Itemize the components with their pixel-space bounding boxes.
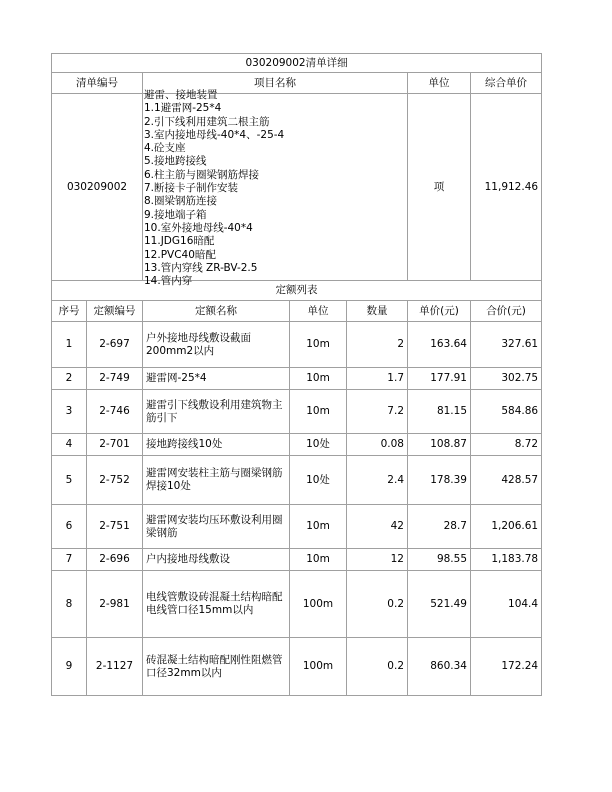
item-description-line: 13.管内穿线 ZR-BV-2.5	[144, 261, 258, 274]
row-seq: 1	[52, 322, 87, 368]
table-row	[52, 638, 542, 696]
table-row	[52, 322, 542, 368]
row-quota-name: 电线管敷设砖混凝土结构暗配电线管口径15mm以内	[143, 571, 290, 638]
header-quota-name: 定额名称	[143, 301, 290, 322]
row-unit: 10m	[290, 505, 347, 549]
row-unit-price: 860.34	[408, 638, 471, 696]
row-seq: 7	[52, 549, 87, 571]
item-description-line: 避雷、接地装置	[144, 89, 218, 101]
header-total: 合价(元)	[471, 301, 542, 322]
bill-detail-table	[51, 53, 542, 696]
bill-code: 030209002	[52, 94, 143, 281]
row-qty: 2.4	[347, 456, 408, 505]
item-description-line: 7.断接卡子制作安装	[144, 182, 239, 195]
row-qty: 0.2	[347, 571, 408, 638]
row-quota-name: 户内接地母线敷设	[143, 549, 290, 571]
row-unit: 10m	[290, 549, 347, 571]
row-quota-code: 2-701	[87, 434, 143, 456]
row-quota-code: 2-696	[87, 549, 143, 571]
item-description-line: 10.室外接地母线-40*4	[144, 221, 253, 234]
bill-unit: 项	[408, 94, 471, 281]
item-description-line: 4.砼支座	[144, 142, 186, 155]
row-unit-price: 177.91	[408, 368, 471, 390]
header-composite-price: 综合单价	[471, 73, 542, 94]
row-seq: 3	[52, 390, 87, 434]
row-unit-price: 163.64	[408, 322, 471, 368]
header-unit-price: 单价(元)	[408, 301, 471, 322]
row-seq: 4	[52, 434, 87, 456]
header-seq: 序号	[52, 301, 87, 322]
row-unit: 10m	[290, 390, 347, 434]
row-unit: 10处	[290, 456, 347, 505]
row-qty: 7.2	[347, 390, 408, 434]
item-description-line: 11.JDG16暗配	[144, 235, 215, 248]
row-quota-code: 2-751	[87, 505, 143, 549]
row-seq: 2	[52, 368, 87, 390]
row-unit-price: 98.55	[408, 549, 471, 571]
item-description-line: 9.接地端子箱	[144, 208, 207, 221]
row-seq: 5	[52, 456, 87, 505]
item-description-line: 14.管内穿	[144, 275, 193, 288]
row-qty: 12	[347, 549, 408, 571]
row-qty: 42	[347, 505, 408, 549]
row-quota-name: 砖混凝土结构暗配刚性阻燃管口径32mm以内	[143, 638, 290, 696]
bill-composite-price: 11,912.46	[471, 94, 542, 281]
table-row	[52, 390, 542, 434]
row-total: 327.61	[471, 322, 542, 368]
row-total: 1,206.61	[471, 505, 542, 549]
row-quota-code: 2-1127	[87, 638, 143, 696]
row-quota-code: 2-746	[87, 390, 143, 434]
table-row	[52, 434, 542, 456]
item-description-line: 1.1避雷网-25*4	[144, 102, 222, 115]
table-row	[52, 456, 542, 505]
item-description-line: 3.室内接地母线-40*4、-25-4	[144, 128, 285, 141]
bill-title: 030209002清单详细	[52, 54, 542, 73]
row-total: 104.4	[471, 571, 542, 638]
row-total: 302.75	[471, 368, 542, 390]
header-bill-code: 清单编号	[52, 73, 143, 94]
row-quota-code: 2-752	[87, 456, 143, 505]
row-qty: 1.7	[347, 368, 408, 390]
row-quota-name: 避雷引下线敷设利用建筑物主筋引下	[143, 390, 290, 434]
table-row	[52, 368, 542, 390]
item-description-line: 12.PVC40暗配	[144, 248, 216, 261]
row-unit: 10处	[290, 434, 347, 456]
quota-section-title: 定额列表	[52, 281, 542, 301]
row-quota-name: 避雷网安装均压环敷设利用圈梁钢筋	[143, 505, 290, 549]
header-qty: 数量	[347, 301, 408, 322]
header-unit: 单位	[408, 73, 471, 94]
row-quota-code: 2-697	[87, 322, 143, 368]
row-unit: 100m	[290, 571, 347, 638]
row-total: 1,183.78	[471, 549, 542, 571]
row-quota-code: 2-981	[87, 571, 143, 638]
row-total: 428.57	[471, 456, 542, 505]
row-qty: 0.2	[347, 638, 408, 696]
row-qty: 2	[347, 322, 408, 368]
row-total: 172.24	[471, 638, 542, 696]
row-unit-price: 28.7	[408, 505, 471, 549]
row-quota-code: 2-749	[87, 368, 143, 390]
row-quota-name: 接地跨接线10处	[143, 434, 290, 456]
row-total: 8.72	[471, 434, 542, 456]
header-quota-code: 定额编号	[87, 301, 143, 322]
row-quota-name: 户外接地母线敷设截面200mm2以内	[143, 322, 290, 368]
item-description-lines	[144, 89, 284, 288]
row-total: 584.86	[471, 390, 542, 434]
row-seq: 9	[52, 638, 87, 696]
row-quota-name: 避雷网-25*4	[143, 368, 290, 390]
row-unit-price: 108.87	[408, 434, 471, 456]
item-description-line: 5.接地跨接线	[144, 155, 207, 168]
item-description-line: 2.引下线利用建筑二根主筋	[144, 115, 270, 128]
table-row	[52, 549, 542, 571]
row-unit: 100m	[290, 638, 347, 696]
row-seq: 8	[52, 571, 87, 638]
header-quota-unit: 单位	[290, 301, 347, 322]
row-unit: 10m	[290, 322, 347, 368]
table-row	[52, 505, 542, 549]
row-unit-price: 521.49	[408, 571, 471, 638]
item-description-line: 6.柱主筋与圈梁钢筋焊接	[144, 168, 260, 181]
row-seq: 6	[52, 505, 87, 549]
item-description-line: 8.圈梁钢筋连接	[144, 195, 218, 208]
table-row	[52, 571, 542, 638]
row-unit-price: 81.15	[408, 390, 471, 434]
row-quota-name: 避雷网安装柱主筋与圈梁钢筋焊接10处	[143, 456, 290, 505]
item-description	[143, 89, 408, 288]
header-item-name: 项目名称	[143, 73, 408, 94]
row-unit: 10m	[290, 368, 347, 390]
row-qty: 0.08	[347, 434, 408, 456]
row-unit-price: 178.39	[408, 456, 471, 505]
